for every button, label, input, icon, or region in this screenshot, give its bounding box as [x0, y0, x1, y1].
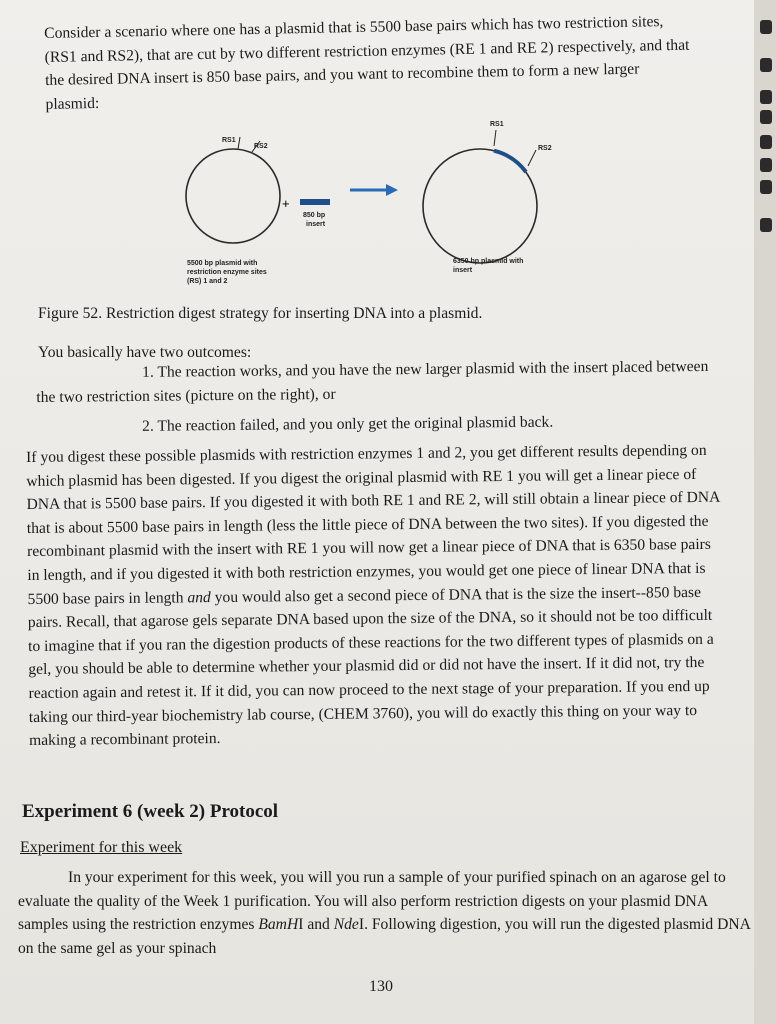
outcome-2-text: 2. The reaction failed, and you only get the original plasmid back.	[142, 413, 554, 435]
binding-ring	[760, 58, 772, 72]
page-number: 130	[369, 978, 393, 995]
experiment-text-1: In your experiment for this week, you will you run a sample of your purified spinach on an agarose gel to evaluate the quality of the Week 1 purification. You will also perform restriction digests on your plasmid DNA samples using the restriction enzymes	[18, 869, 726, 933]
intro-paragraph: Consider a scenario where one has a plasmid that is 5500 base pairs which has two restriction sites, (RS1 and RS2), that are cut by two different restriction enzymes (RE 1 and RE 2) respectively, and that the desired DNA insert is 850 base pairs, and you want to recombine them to form a new larger plasmid:	[44, 13, 690, 113]
section-heading: Experiment 6 (week 2) Protocol	[22, 801, 279, 822]
figure-caption: Figure 52. Restriction digest strategy for inserting DNA into a plasmid.	[38, 305, 483, 322]
right-rs1-label: RS1	[490, 121, 504, 128]
experiment-paragraph	[18, 866, 758, 960]
outcomes-intro: You basically have two outcomes:	[38, 344, 252, 361]
insert-word-label: insert	[306, 221, 326, 228]
binding-ring	[760, 180, 772, 194]
right-plasmid-label-2: insert	[453, 267, 473, 274]
experiment-and: and	[303, 916, 334, 933]
left-rs2-label: RS2	[254, 143, 268, 150]
left-rs1-label: RS1	[222, 137, 236, 144]
left-plasmid-label-1: 5500 bp plasmid with	[187, 260, 258, 267]
digest-explanation-paragraph	[26, 439, 723, 753]
experiment-text-2: . Following digestion, you will run the digested plasmid DNA on the same gel as your spinach	[18, 916, 750, 957]
right-plasmid-label-1: 6350 bp plasmid with	[453, 258, 524, 265]
emphasis-and: and	[187, 588, 211, 606]
plus-sign: +	[282, 196, 290, 211]
body-text-1: If you digest these possible plasmids with restriction enzymes 1 and 2, you get different results depending on which plasmid has been digested. If you digest the original plasmid with RE 1 you will get a linear piece of DNA that is 5500 base pairs. If you digested it with both RE 1 and RE 2, will still obtain a linear piece of DNA that is about 5500 base pairs in length (less the little piece of DNA between the two sites). If you digested the recombinant plasmid with the insert with RE 1 you will now get a linear piece of DNA that is 6350 base pairs in length, and if you digested it with both restriction enzymes, you would get one piece of linear DNA that is 5500 base pairs in length	[26, 441, 720, 608]
binding-ring	[760, 110, 772, 124]
enzyme-bamhi: BamH	[258, 916, 299, 933]
original-plasmid-circle	[186, 149, 280, 243]
left-plasmid-label-2: restriction enzyme sites	[187, 269, 267, 276]
enzyme-ndei: Nde	[333, 916, 359, 933]
binding-ring	[760, 135, 772, 149]
binding-ring	[760, 90, 772, 104]
rs1-marker	[238, 137, 240, 149]
body-text-2: you would also get a second piece of DNA that is the size the insert--850 base pairs. Recall, that agarose gels separate DNA based upon the size of the DNA, so it should not be too difficult to imagine that if you ran the digestion products of these reactions for the two different types of plasmids on a gel, you should be able to determine whether your plasmid did or did not have the insert. If it did not, try the reaction again and retest it. If it did, you can now proceed to the next stage of your preparation. If you end up taking our third-year biochemistry lab course, (CHEM 3760), you will do exactly this thing on your way to making a recombinant protein.	[27, 583, 714, 750]
dna-insert-bar	[300, 199, 330, 205]
outcome-1	[36, 355, 726, 409]
right-arrow-icon	[350, 184, 398, 196]
inserted-dna-arc	[494, 151, 526, 172]
subsection-heading: Experiment for this week	[20, 839, 183, 856]
restriction-digest-figure	[160, 108, 580, 308]
enzyme-ndei-suffix: I	[358, 916, 365, 933]
right-rs2-label: RS2	[538, 145, 552, 152]
outcome-1-text: 1. The reaction works, and you have the new larger plasmid with the insert placed between the two restriction sites (picture on the right), or	[36, 357, 709, 406]
right-rs2-marker	[528, 150, 536, 166]
enzyme-bamhi-suffix: I	[298, 916, 304, 933]
right-rs1-marker	[494, 130, 496, 146]
left-plasmid-label-3: (RS) 1 and 2	[187, 278, 228, 285]
binding-ring	[760, 218, 772, 232]
binding-ring	[760, 158, 772, 172]
insert-size-label: 850 bp	[303, 212, 326, 219]
outcome-2	[36, 409, 726, 440]
binding-ring	[760, 20, 772, 34]
